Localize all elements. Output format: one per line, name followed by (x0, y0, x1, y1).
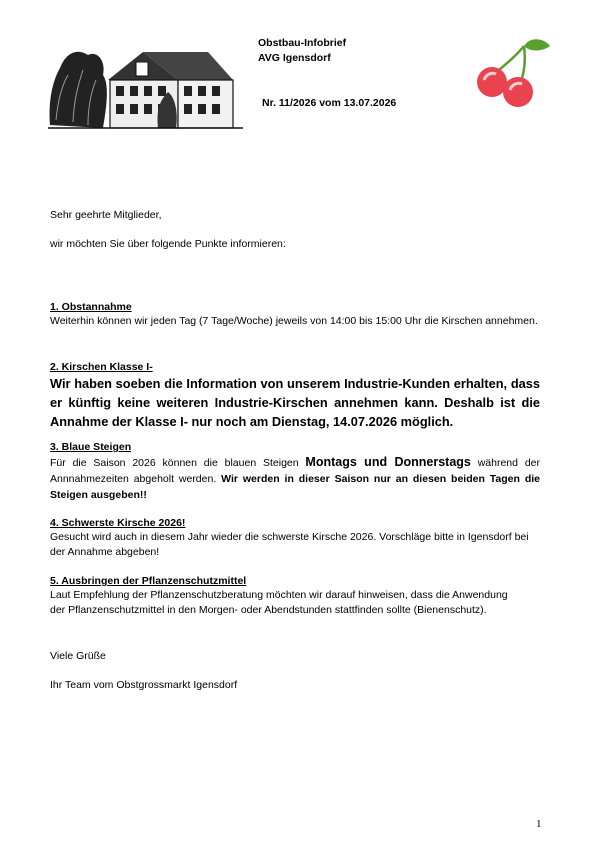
salutation: Sehr geehrte Mitglieder, (50, 209, 162, 221)
section-heading: 1. Obstannahme (50, 301, 132, 313)
section-heading: 3. Blaue Steigen (50, 441, 132, 453)
intro-text: wir möchten Sie über folgende Punkte informieren: (50, 238, 286, 250)
signature: Ihr Team vom Obstgrossmarkt Igensdorf (50, 679, 238, 691)
section-text-line: Laut Empfehlung der Pflanzenschutzberatung möchten wir darauf hinweisen, dass die Anwendung (50, 589, 508, 601)
section-heading: 4. Schwerste Kirsche 2026! (50, 517, 186, 529)
text-part: Für die Saison 2026 können die blauen Steigen (50, 457, 306, 469)
text-emphasis: Montags und Donnerstags (305, 455, 471, 469)
section-kirschen-klasse (50, 360, 540, 431)
section-text: Gesucht wird auch in diesem Jahr wieder die schwerste Kirsche 2026. Vorschläge bitte in Igensdorf bei der Annahme abgeben! (50, 531, 529, 558)
page-number: 1 (536, 818, 542, 830)
section-text (50, 454, 540, 503)
cherry-icon (474, 36, 554, 110)
closing: Viele Grüße (50, 650, 106, 662)
newsletter-title: Obstbau-Infobrief (258, 37, 347, 49)
section-text-line: der Pflanzenschutzmittel in den Morgen- oder Abendstunden stattfinden sollte (Bienenschutz). (50, 604, 487, 616)
section-blaue-steigen (50, 440, 540, 503)
section-text: Wir haben soeben die Information von unserem Industrie-Kunden erhalten, dass er künftig keine weiteren Industrie-Kirschen annehmen kann. Deshalb ist die Annahme der Klasse I- nur noch am Dienstag, 14.07.2026 möglich. (50, 376, 540, 429)
section-schwerste-kirsche (50, 516, 542, 560)
newsletter-publisher: AVG Igensdorf (258, 52, 331, 64)
text-part: während der Annnahmezeiten abgeholt werden. (50, 457, 540, 485)
section-obstannahme (50, 300, 540, 329)
section-heading: 5. Ausbringen der Pflanzenschutzmittel (50, 575, 247, 587)
issue-number: Nr. 11/2026 vom 13.07.2026 (262, 97, 397, 109)
building-sketch (48, 40, 243, 130)
section-text: Weiterhin können wir jeden Tag (7 Tage/Woche) jeweils von 14:00 bis 15:00 Uhr die Kirschen annehmen. (50, 315, 538, 327)
section-pflanzenschutz (50, 574, 550, 618)
section-heading: 2. Kirschen Klasse I- (50, 361, 153, 373)
text-bold: Wir werden in dieser Saison nur an diesen beiden Tagen die Steigen ausgeben!! (50, 473, 541, 501)
